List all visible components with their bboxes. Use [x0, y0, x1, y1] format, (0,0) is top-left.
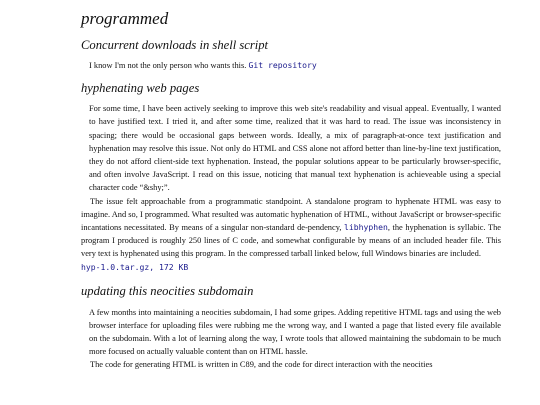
git-repository-link[interactable]: Git repository [248, 60, 317, 70]
paragraph: For some time, I have been actively seeking to improve this web site's readability and visual appeal. Eventually, I wanted to have justified text. I tried it, and after some time, realized that it was hard to read. The issue was inconsistency in spacing; there would be occasional gaps between words. Ideally, a mix of paragraph-at-once text justification and hyphenation may resolve this issue. Not only do HTML and CSS alone not afford better than line-by-line text justification, they do not afford client-side text hyphenation. Instead, the popular solutions appear to be particularly browser-specific, and often involve JavaScript. I read on this issue, noticing that manual text hyphenation is achieveable using a special character code “&shy;”. [89, 104, 501, 193]
section-hyphenating [81, 80, 501, 272]
section-neocities [81, 283, 501, 372]
paragraph-text: , the hyphenation is syllabic. The program I produced is roughly 250 lines of C code, and somewhat configurable by means of an included header file. This very text is hyphenated using this program. In the compressed tarball linked below, full Windows binaries are included. [81, 223, 502, 259]
section-concurrent-downloads [81, 37, 501, 72]
paragraph-text: The issue felt approachable from a programmatic standpoint. A standalone program to hyphenate HTML was easy to imagine. And so, I programmed. What resulted was automatic hyphenation of HTML, without JavaScript or browser-specific incantations necessitated. By means of a singular non-standard de-pendency, [81, 196, 501, 233]
section-heading: updating this neocities subdomain [81, 283, 254, 298]
paragraph: A few months into maintaining a neocities subdomain, I had some gripes. Adding repetitive HTML tags and using the web browser interface for uploading files were rubbing me the wrong way, and I wanted a page that listed every file available on the subdomain. With a lot of learning along the way, I wrote tools that allowed maintaining the subdomain to be much more focused on actually valuable content than on HTML hassle. [89, 307, 501, 357]
section-heading: hyphenating web pages [81, 81, 200, 96]
paragraph [81, 195, 501, 261]
section-intro [81, 59, 501, 72]
section-heading: Concurrent downloads in shell script [81, 38, 269, 52]
download-link[interactable]: hyp-1.0.tar.gz, 172 KB [81, 261, 189, 272]
page-title: programmed [81, 9, 169, 28]
intro-text: I know I'm not the only person who wants this. [89, 61, 247, 70]
inline-code: libhyphen [344, 222, 388, 233]
paragraph: The code for generating HTML is written in C89, and the code for direct interaction with the neocities [90, 360, 433, 370]
